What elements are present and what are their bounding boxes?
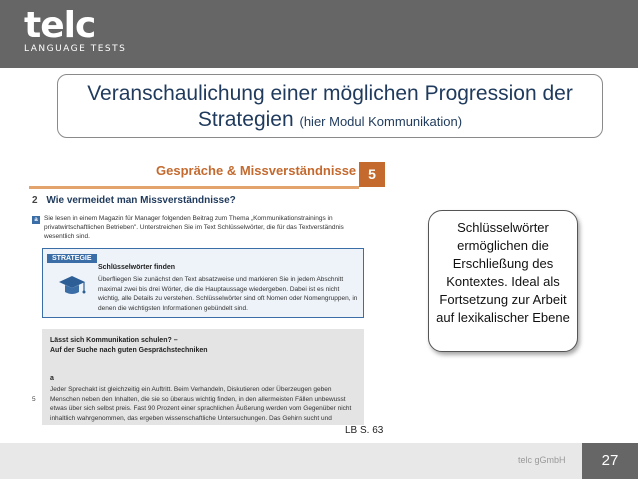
article-excerpt bbox=[42, 329, 364, 425]
article-line-number: 5 bbox=[32, 396, 36, 403]
slide-title-box bbox=[57, 74, 603, 138]
footer-company: telc gGmbH bbox=[518, 455, 566, 465]
strategy-title: Schlüsselwörter finden bbox=[98, 264, 176, 271]
slide-title-line1: Veranschaulichung einer möglichen Progression der bbox=[87, 82, 573, 105]
callout-box: Schlüsselwörter ermöglichen die Erschließung des Kontextes. Ideal als Fortsetzung zur Arbeit auf lexikalischer Ebene bbox=[428, 210, 578, 352]
article-paragraph-label: a bbox=[50, 375, 54, 382]
article-heading-line1: Lässt sich Kommunikation schulen? – bbox=[50, 337, 178, 344]
telc-logo bbox=[24, 6, 126, 54]
graduation-cap-icon bbox=[57, 272, 87, 298]
textbook-header-rule bbox=[29, 186, 359, 189]
task-label: a bbox=[32, 216, 40, 224]
article-heading bbox=[50, 336, 208, 356]
footer-bar bbox=[0, 443, 638, 479]
slide-title-main: Strategien bbox=[197, 108, 294, 131]
textbook-unit-number: 5 bbox=[359, 162, 385, 187]
strategy-label: STRATEGIE bbox=[47, 254, 97, 263]
strategy-box bbox=[42, 248, 364, 318]
page-number: 27 bbox=[582, 443, 638, 479]
textbook-header bbox=[29, 157, 393, 187]
task-instructions: Sie lesen in einem Magazin für Manager folgenden Beitrag zum Thema „Kommunikationstrainings in privatwirtschaftlichen Betrieben". Unterstreichen Sie im Text Schlüsselwörter, die für das Textverständnis wesentlich sind. bbox=[44, 215, 344, 240]
logo-wordmark: telc bbox=[24, 5, 96, 46]
textbook-chapter-title: Gespräche & Missverständnisse bbox=[156, 163, 357, 178]
source-caption: LB S. 63 bbox=[345, 425, 384, 436]
slide-title-subtitle: (hier Modul Kommunikation) bbox=[299, 114, 463, 129]
article-text: Jeder Sprechakt ist gleichzeitig ein Auftritt. Beim Verhandeln, Diskutieren oder Überzeugen geben Menschen neben den Inhalten, die sie so überaus wichtig finden, in den allermeisten Fällen unbewusst etwas über sich selbst preis. Fast 90 Prozent einer sprachlichen Äußerung werden vom Gegenüber nicht inhaltlich wahrgenommen, das ergeben wissenschaftliche Untersuchungen. Das Gehirn sucht und bbox=[50, 386, 352, 422]
header-bar bbox=[0, 0, 638, 68]
section-number: 2 bbox=[32, 195, 38, 206]
section-title: Wie vermeidet man Missverständnisse? bbox=[46, 195, 236, 206]
textbook-section-heading bbox=[32, 195, 236, 206]
article-heading-line2: Auf der Suche nach guten Gesprächstechniken bbox=[50, 347, 208, 354]
strategy-text: Überfliegen Sie zunächst den Text absatzweise und markieren Sie in jedem Abschnitt maximal zwei bis drei Wörter, die die Hauptaussage wiedergeben. Dabei ist es nicht wichtig, alle Details zu verstehen. Schlüsselwörter sind oft Nomen oder Nomengruppen, in denen die wichtigsten Informationen gebündelt sind. bbox=[98, 276, 358, 312]
logo-tagline: LANGUAGE TESTS bbox=[24, 44, 127, 54]
slide-title-line2 bbox=[58, 107, 602, 135]
textbook-excerpt bbox=[29, 157, 393, 425]
